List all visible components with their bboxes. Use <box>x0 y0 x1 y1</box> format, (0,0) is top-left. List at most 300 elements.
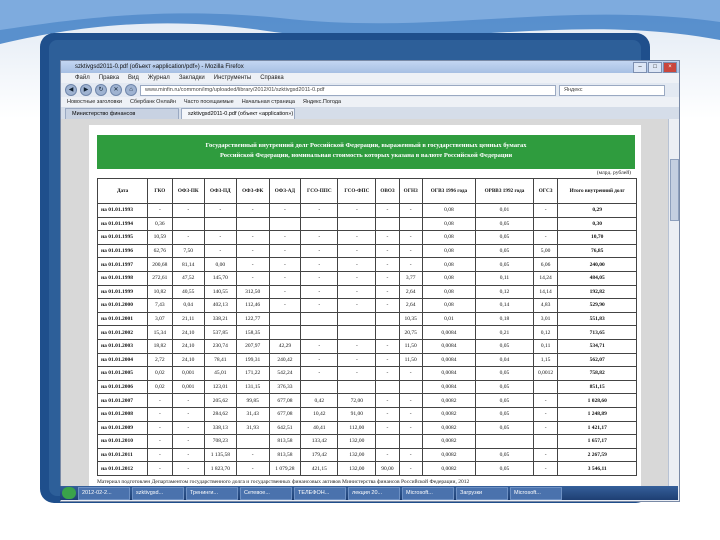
table-cell: 31,93 <box>236 421 269 435</box>
table-cell: 0,08 <box>422 271 475 285</box>
table-cell: 0,11 <box>476 271 534 285</box>
table-cell: - <box>301 244 338 258</box>
row-date: на 01.01.2004 <box>98 353 148 367</box>
table-row <box>98 299 637 313</box>
table-cell: 24,10 <box>172 353 204 367</box>
table-row <box>98 462 637 476</box>
start-button[interactable] <box>62 487 76 499</box>
table-cell: - <box>376 244 399 258</box>
table-cell: - <box>269 231 301 245</box>
table-cell: 11,50 <box>399 353 422 367</box>
table-cell: - <box>376 353 399 367</box>
taskbar-items <box>78 487 562 500</box>
table-cell: 40,41 <box>301 421 338 435</box>
table-cell: 230,74 <box>204 339 236 353</box>
table-cell: 72,00 <box>338 394 376 408</box>
table-cell <box>301 217 338 231</box>
table-cell: 7,50 <box>172 244 204 258</box>
browser-titlebar <box>61 61 679 73</box>
column-header: ГСО-ППС <box>301 179 338 204</box>
table-cell <box>236 217 269 231</box>
menu-view[interactable]: Вид <box>128 75 139 81</box>
table-cell: 200,68 <box>148 258 173 272</box>
table-cell: 199,31 <box>236 353 269 367</box>
table-cell: - <box>236 462 269 476</box>
table-cell: - <box>148 394 173 408</box>
table-cell: - <box>338 367 376 381</box>
table-cell: 421,15 <box>301 462 338 476</box>
table-cell: 0,00 <box>204 258 236 272</box>
table-cell: 0,05 <box>476 217 534 231</box>
table-cell: - <box>338 353 376 367</box>
debt-table <box>97 178 637 476</box>
table-cell: 10,59 <box>148 231 173 245</box>
table-row <box>98 244 637 258</box>
taskbar-item[interactable]: Microsoft... <box>510 487 562 500</box>
table-cell <box>338 312 376 326</box>
row-date: на 01.01.2012 <box>98 462 148 476</box>
table-cell: - <box>399 462 422 476</box>
taskbar-item[interactable]: Тренинги... <box>186 487 238 500</box>
row-date: на 01.01.1997 <box>98 258 148 272</box>
table-cell: 10,42 <box>301 407 338 421</box>
table-cell: 677,08 <box>269 394 301 408</box>
pdf-viewer <box>61 119 669 491</box>
table-cell: - <box>301 271 338 285</box>
table-cell: 0,001 <box>172 367 204 381</box>
row-date: на 01.01.1999 <box>98 285 148 299</box>
table-cell: 0,0082 <box>422 394 475 408</box>
table-cell <box>533 217 558 231</box>
table-cell: - <box>399 394 422 408</box>
table-cell: 0,05 <box>476 367 534 381</box>
table-cell: - <box>269 204 301 218</box>
table-cell: 24,10 <box>172 326 204 340</box>
navigation-bar <box>61 83 679 97</box>
table-cell: - <box>236 204 269 218</box>
back-icon[interactable]: ◀ <box>65 84 77 96</box>
table-cell: 0,0084 <box>422 326 475 340</box>
menu-edit[interactable]: Правка <box>98 75 120 81</box>
table-cell: - <box>204 244 236 258</box>
menu-history[interactable]: Журнал <box>147 75 170 81</box>
table-cell: - <box>399 231 422 245</box>
table-cell: - <box>338 258 376 272</box>
column-header: ОФЗ-АД <box>269 179 301 204</box>
column-header: ГКО <box>148 179 173 204</box>
table-cell: - <box>301 353 338 367</box>
forward-icon[interactable]: ▶ <box>80 84 92 96</box>
table-cell: 24,10 <box>172 339 204 353</box>
table-cell: - <box>376 367 399 381</box>
table-cell <box>399 435 422 449</box>
table-row <box>98 421 637 435</box>
table-cell: - <box>148 421 173 435</box>
row-date: на 01.01.2008 <box>98 407 148 421</box>
table-cell: 2 267,59 <box>558 448 637 462</box>
table-row <box>98 258 637 272</box>
table-cell: 2,72 <box>148 353 173 367</box>
column-header: ОГНЗ <box>399 179 422 204</box>
tab-minfin[interactable]: Министерство финансов <box>65 108 179 119</box>
table-cell: - <box>376 394 399 408</box>
taskbar-item[interactable]: 2012-02-2... <box>78 487 130 500</box>
table-cell: 3,01 <box>533 312 558 326</box>
table-cell: 123,01 <box>204 380 236 394</box>
stop-icon[interactable]: ✕ <box>110 84 122 96</box>
table-row <box>98 367 637 381</box>
row-date: на 01.01.2011 <box>98 448 148 462</box>
table-cell: 18,82 <box>148 339 173 353</box>
table-cell: - <box>533 394 558 408</box>
taskbar-item[interactable]: ТЕЛЕФОН... <box>294 487 346 500</box>
table-cell: - <box>301 367 338 381</box>
table-cell: - <box>399 204 422 218</box>
table-cell: 0,02 <box>148 367 173 381</box>
table-cell: 851,15 <box>558 380 637 394</box>
table-row <box>98 407 637 421</box>
table-cell: - <box>338 285 376 299</box>
table-cell: - <box>338 231 376 245</box>
row-date: на 01.01.2010 <box>98 435 148 449</box>
row-date: на 01.01.1993 <box>98 204 148 218</box>
table-cell: - <box>172 421 204 435</box>
table-cell: 140,55 <box>204 285 236 299</box>
table-cell: - <box>533 231 558 245</box>
table-row <box>98 204 637 218</box>
table-cell: - <box>399 448 422 462</box>
table-cell: 484,05 <box>558 271 637 285</box>
table-cell: - <box>338 244 376 258</box>
taskbar <box>60 486 678 500</box>
document-title-banner <box>97 135 635 169</box>
table-cell: - <box>399 367 422 381</box>
table-cell <box>399 380 422 394</box>
document-title-line1: Государственный внутренний долг Российской Федерации, выраженный в государственных ценных бумагах <box>205 142 527 149</box>
table-cell: 0,0082 <box>422 462 475 476</box>
table-cell: - <box>269 244 301 258</box>
table-cell: - <box>399 407 422 421</box>
table-cell: - <box>148 462 173 476</box>
table-cell <box>376 217 399 231</box>
table-cell <box>376 326 399 340</box>
table-cell: - <box>172 231 204 245</box>
table-cell: - <box>338 299 376 313</box>
scrollbar-thumb[interactable] <box>670 159 679 221</box>
table-cell: 76,85 <box>558 244 637 258</box>
bookmark-item[interactable]: Часто посещаемые <box>183 99 234 105</box>
tab-bar <box>61 107 679 119</box>
table-cell: 3,77 <box>399 271 422 285</box>
column-header: Итого внутренний долг <box>558 179 637 204</box>
table-cell: 2,64 <box>399 285 422 299</box>
table-cell: - <box>301 339 338 353</box>
table-cell <box>376 435 399 449</box>
bookmark-item[interactable]: Начальная страница <box>241 99 295 105</box>
table-cell: 45,01 <box>204 367 236 381</box>
table-cell: 122,77 <box>236 312 269 326</box>
table-cell: 0,12 <box>533 326 558 340</box>
table-cell: 0,05 <box>476 258 534 272</box>
menu-help[interactable]: Справка <box>260 75 284 81</box>
table-cell: 0,0012 <box>533 367 558 381</box>
table-cell: 10,35 <box>399 312 422 326</box>
table-cell: 529,90 <box>558 299 637 313</box>
column-header: ОГСЗ <box>533 179 558 204</box>
table-cell: - <box>376 448 399 462</box>
table-cell: - <box>269 258 301 272</box>
table-body <box>98 204 637 476</box>
table-cell: 0,04 <box>172 299 204 313</box>
table-cell: 192,82 <box>558 285 637 299</box>
column-header: ОГВЗ 1996 года <box>422 179 475 204</box>
column-header: Дата <box>98 179 148 204</box>
table-row <box>98 435 637 449</box>
table-cell: 0,05 <box>476 339 534 353</box>
vertical-scrollbar[interactable] <box>668 119 679 491</box>
table-cell: 813,58 <box>269 448 301 462</box>
row-date: на 01.01.2002 <box>98 326 148 340</box>
table-cell: 1,15 <box>533 353 558 367</box>
table-cell: 90,00 <box>376 462 399 476</box>
table-cell: 240,00 <box>558 258 637 272</box>
table-cell: - <box>376 271 399 285</box>
table-cell: 0,02 <box>148 380 173 394</box>
table-cell: 1 079,28 <box>269 462 301 476</box>
table-cell: 132,00 <box>338 462 376 476</box>
table-cell: 20,75 <box>399 326 422 340</box>
taskbar-item[interactable]: szktivgsd... <box>132 487 184 500</box>
table-cell: 205,62 <box>204 394 236 408</box>
table-cell: 15,34 <box>148 326 173 340</box>
row-date: на 01.01.2000 <box>98 299 148 313</box>
table-cell <box>376 380 399 394</box>
table-cell: 534,71 <box>558 339 637 353</box>
table-cell: 1 657,17 <box>558 435 637 449</box>
table-cell: 62,76 <box>148 244 173 258</box>
table-cell: - <box>376 204 399 218</box>
row-date: на 01.01.2003 <box>98 339 148 353</box>
table-cell <box>533 380 558 394</box>
column-header: ОВОЗ <box>376 179 399 204</box>
table-cell: - <box>376 285 399 299</box>
table-cell <box>204 217 236 231</box>
table-cell: - <box>172 394 204 408</box>
row-date: на 01.01.2001 <box>98 312 148 326</box>
table-cell: - <box>301 285 338 299</box>
table-cell <box>301 312 338 326</box>
table-cell: 0,0084 <box>422 339 475 353</box>
table-cell: 0,0084 <box>422 380 475 394</box>
url-input[interactable]: www.minfin.ru/common/img/uploaded/library/2012/01/szktivgsd2011-0.pdf <box>140 85 556 96</box>
bookmark-item[interactable]: Новостные заголовки <box>67 99 122 105</box>
search-input[interactable]: Яндекс <box>559 85 665 96</box>
taskbar-item[interactable]: Загрузки <box>456 487 508 500</box>
row-date: на 01.01.1996 <box>98 244 148 258</box>
table-cell: - <box>533 448 558 462</box>
table-cell: - <box>376 339 399 353</box>
table-cell: 207,97 <box>236 339 269 353</box>
table-row <box>98 326 637 340</box>
table-cell: 132,00 <box>338 448 376 462</box>
table-cell: - <box>533 204 558 218</box>
taskbar-item[interactable]: лекция 20... <box>348 487 400 500</box>
table-cell: 542,24 <box>269 367 301 381</box>
table-cell: - <box>148 204 173 218</box>
table-cell: - <box>236 271 269 285</box>
window-controls <box>633 62 677 73</box>
table-cell: 131,15 <box>236 380 269 394</box>
table-cell: 0,30 <box>558 217 637 231</box>
table-cell: 338,21 <box>204 312 236 326</box>
table-cell: - <box>301 204 338 218</box>
table-row <box>98 217 637 231</box>
table-header-row <box>98 179 637 204</box>
table-cell <box>533 435 558 449</box>
table-cell: - <box>148 435 173 449</box>
home-icon[interactable]: ⌂ <box>125 84 137 96</box>
table-cell: - <box>172 462 204 476</box>
table-cell <box>301 380 338 394</box>
table-cell: 0,08 <box>422 244 475 258</box>
table-cell: - <box>376 258 399 272</box>
table-cell: 179,42 <box>301 448 338 462</box>
table-cell <box>476 435 534 449</box>
table-cell <box>376 312 399 326</box>
table-cell: - <box>399 421 422 435</box>
table-cell: - <box>172 448 204 462</box>
maximize-icon[interactable]: □ <box>648 62 662 73</box>
table-cell: 112,00 <box>338 421 376 435</box>
row-date: на 01.01.2007 <box>98 394 148 408</box>
table-cell: 0,0084 <box>422 367 475 381</box>
menu-bookmarks[interactable]: Закладки <box>178 75 205 81</box>
table-cell: 708,23 <box>204 435 236 449</box>
table-row <box>98 380 637 394</box>
table-cell: 11,50 <box>399 339 422 353</box>
table-row <box>98 271 637 285</box>
table-cell: 0,42 <box>301 394 338 408</box>
table-cell: - <box>236 448 269 462</box>
column-header: ОРВВЗ 1992 года <box>476 179 534 204</box>
table-cell: 21,11 <box>172 312 204 326</box>
table-cell: 551,83 <box>558 312 637 326</box>
table-cell: 91,00 <box>338 407 376 421</box>
table-cell: 338,13 <box>204 421 236 435</box>
table-cell <box>338 380 376 394</box>
reload-icon[interactable]: ↻ <box>95 84 107 96</box>
table-cell: - <box>269 271 301 285</box>
table-cell <box>338 217 376 231</box>
table-cell: - <box>338 204 376 218</box>
bookmark-item[interactable]: Сбербанк Онлайн <box>129 99 176 105</box>
table-cell: 10,82 <box>148 285 173 299</box>
table-cell: 3,07 <box>148 312 173 326</box>
table-cell: 0,29 <box>558 204 637 218</box>
table-row <box>98 285 637 299</box>
bookmark-item[interactable]: Яндекс.Погода <box>302 99 342 105</box>
table-cell: 0,08 <box>422 285 475 299</box>
table-cell: 4,83 <box>533 299 558 313</box>
table-cell: 0,08 <box>422 204 475 218</box>
table-cell: 3 546,11 <box>558 462 637 476</box>
table-cell: 0,0084 <box>422 353 475 367</box>
table-row <box>98 394 637 408</box>
column-header: ГСО-ФПС <box>338 179 376 204</box>
table-cell: 0,12 <box>476 285 534 299</box>
table-cell: 0,0082 <box>422 421 475 435</box>
table-cell: 0,08 <box>422 231 475 245</box>
table-cell: - <box>376 299 399 313</box>
table-cell: 14,24 <box>533 271 558 285</box>
table-cell: 112,46 <box>236 299 269 313</box>
table-cell: 713,65 <box>558 326 637 340</box>
table-cell: 10,70 <box>558 231 637 245</box>
row-date: на 01.01.1994 <box>98 217 148 231</box>
table-cell: - <box>301 231 338 245</box>
table-cell: 47,52 <box>172 271 204 285</box>
table-cell: 0,001 <box>172 380 204 394</box>
table-cell: 0,21 <box>476 326 534 340</box>
browser-window <box>60 60 680 502</box>
row-date: на 01.01.1998 <box>98 271 148 285</box>
table-cell <box>269 312 301 326</box>
table-cell: 40,55 <box>172 285 204 299</box>
table-cell: - <box>172 435 204 449</box>
table-cell: 758,82 <box>558 367 637 381</box>
table-cell: 132,00 <box>338 435 376 449</box>
table-cell: - <box>172 204 204 218</box>
table-cell <box>338 326 376 340</box>
table-cell: 1 135,58 <box>204 448 236 462</box>
table-cell: 0,05 <box>476 448 534 462</box>
menu-tools[interactable]: Инструменты <box>213 75 252 81</box>
taskbar-item[interactable]: Сетевое... <box>240 487 292 500</box>
taskbar-item[interactable]: Microsoft... <box>402 487 454 500</box>
table-cell: 0,05 <box>476 231 534 245</box>
table-row <box>98 231 637 245</box>
table-cell: 1 248,89 <box>558 407 637 421</box>
table-cell <box>269 326 301 340</box>
table-cell: 376,33 <box>269 380 301 394</box>
tab-pdf[interactable]: szktivgsd2011-0.pdf (объект «application») <box>181 108 295 119</box>
window-title: szktivgsd2011-0.pdf (объект «application/pdf») - Mozilla Firefox <box>75 64 244 70</box>
table-cell: - <box>204 204 236 218</box>
table-cell: - <box>301 299 338 313</box>
minimize-icon[interactable]: – <box>633 62 647 73</box>
menu-file[interactable]: Файл <box>75 75 90 81</box>
table-cell: 1 421,17 <box>558 421 637 435</box>
table-cell: 145,70 <box>204 271 236 285</box>
table-cell: 0,05 <box>476 244 534 258</box>
table-row <box>98 339 637 353</box>
table-cell: - <box>533 421 558 435</box>
row-date: на 01.01.1995 <box>98 231 148 245</box>
table-cell: - <box>376 231 399 245</box>
table-cell: 5,00 <box>533 244 558 258</box>
close-icon[interactable]: × <box>663 62 677 73</box>
table-cell: 0,11 <box>533 339 558 353</box>
table-cell: 2,64 <box>399 299 422 313</box>
bookmarks-toolbar <box>61 97 679 107</box>
table-cell: - <box>204 231 236 245</box>
table-cell: - <box>301 258 338 272</box>
table-cell: 0,0082 <box>422 407 475 421</box>
table-cell: 537,85 <box>204 326 236 340</box>
table-cell: 6,06 <box>533 258 558 272</box>
row-date: на 01.01.2005 <box>98 367 148 381</box>
table-cell: 284,62 <box>204 407 236 421</box>
